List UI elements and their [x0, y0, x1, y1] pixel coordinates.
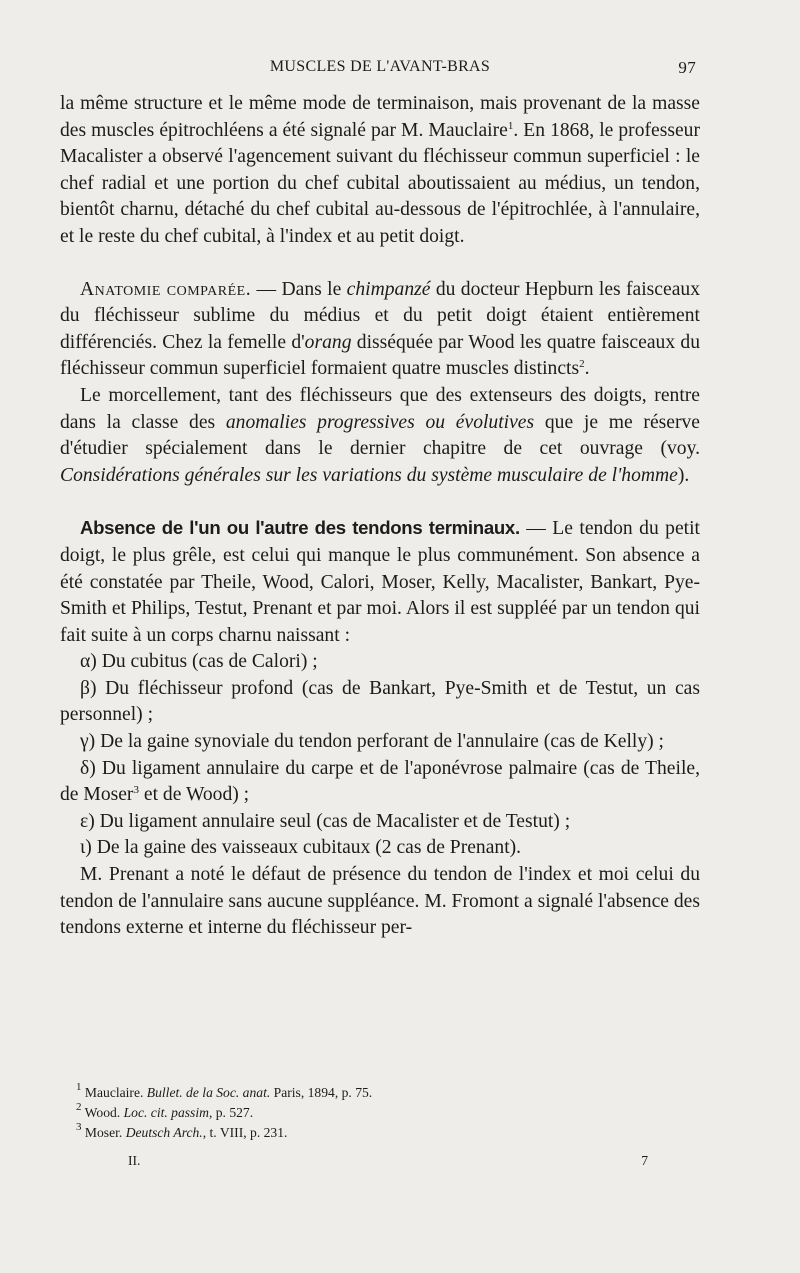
running-title: MUSCLES DE L'AVANT-BRAS	[269, 58, 491, 75]
footnote-ref-1: 1	[507, 119, 514, 132]
paragraph-prenant-fromont: M. Prenant a noté le défaut de présence du tendon de l'index et moi celui du tendon de l'annulaire sans aucune suppléance. M. Fromont a signalé l'absence des tendons externe et interne du fléchisseur per-	[60, 864, 700, 939]
paragraph-anatomie-comparee: Anatomie comparée. — Dans le chimpanzé du docteur Hepburn les faisceaux du fléchisseur sublime du médius et du petit doigt étaient entièrement différenciés. Chez la femelle d'orang disséquée par Wood les quatre faisceaux du fléchisseur commun superficiel formaient quatre muscles distincts$^2$.	[60, 278, 701, 380]
volume-mark: II.	[128, 1153, 141, 1168]
list-item-epsilon: ε) Du ligament annulaire seul (cas de Macalister et de Testut) ;	[80, 810, 571, 832]
list-item-iota: ι) De la gaine des vaisseaux cubitaux (2 cas de Prenant).	[80, 837, 522, 859]
paragraph-absence-tendons: Absence de l'un ou l'autre des tendons terminaux. — Le tendon du petit doigt, le plus grêle, est celui qui manque le plus communément. Son absence a été constatée par Theile, Wood, Calori, Moser, Kelly, Macalister, Bankart, Pye-Smith et Philips, Testut, Prenant et par moi. Alors il est suppléé par un tendon qui fait suite à un corps charnu naissant :	[60, 517, 700, 646]
page-number: 97	[678, 58, 696, 77]
footnotes	[76, 1083, 676, 1143]
footnote-ref-2: 2	[579, 358, 585, 371]
footnote-2: $^2$ Wood. Loc. cit. passim, p. 527.	[76, 1101, 254, 1120]
paragraph-morcellement: Le morcellement, tant des fléchisseurs que des extenseurs des doigts, rentre dans la classe des anomalies progressives ou évolutives que je me réserve d'étudier spécialement dans le dernier chapitre de cet ouvrage (voy. Considérations générales sur les variations du système musculaire de l'homme).	[60, 384, 700, 486]
list-item-beta: β) Du fléchisseur profond (cas de Bankart, Pye-Smith et de Testut, un cas personnel) ;	[60, 677, 700, 726]
footnote-1: $^1$ Mauclaire. Bullet. de la Soc. anat. Paris, 1894, p. 75.	[76, 1081, 373, 1100]
footnote-3: $^3$ Moser. Deutsch Arch., t. VIII, p. 231.	[76, 1121, 288, 1140]
list-item-delta: δ) Du ligament annulaire du carpe et de l'aponévrose palmaire (cas de Theile, de Moser$^3$ et de Wood) ;	[60, 757, 700, 806]
paragraph-mauclaire-macalister: la même structure et le même mode de terminaison, mais provenant de la masse des muscles épitrochléens a été signalé par M. Mauclaire$^1$. En 1868, le professeur Macalister a observé l'agencement suivant du fléchisseur commun superficiel : le chef radial et une portion du chef cubital aboutissaient au médius, un tendon, bientôt charnu, détaché du chef cubital au-dessous de l'épitrochlée, à l'annulaire, et le reste du chef cubital, à l'index et au petit doigt.	[60, 93, 700, 247]
page-body	[60, 91, 700, 942]
sheet-mark: 7	[641, 1153, 648, 1168]
page-header	[60, 58, 700, 84]
list-item-alpha: α) Du cubitus (cas de Calori) ;	[80, 651, 318, 673]
footnote-ref-3: 3	[133, 784, 139, 797]
list-item-gamma: γ) De la gaine synoviale du tendon perforant de l'annulaire (cas de Kelly) ;	[80, 731, 664, 753]
section-label: Anatomie comparée.	[80, 278, 252, 300]
section-heading: Absence de l'un ou l'autre des tendons terminaux.	[80, 517, 520, 539]
